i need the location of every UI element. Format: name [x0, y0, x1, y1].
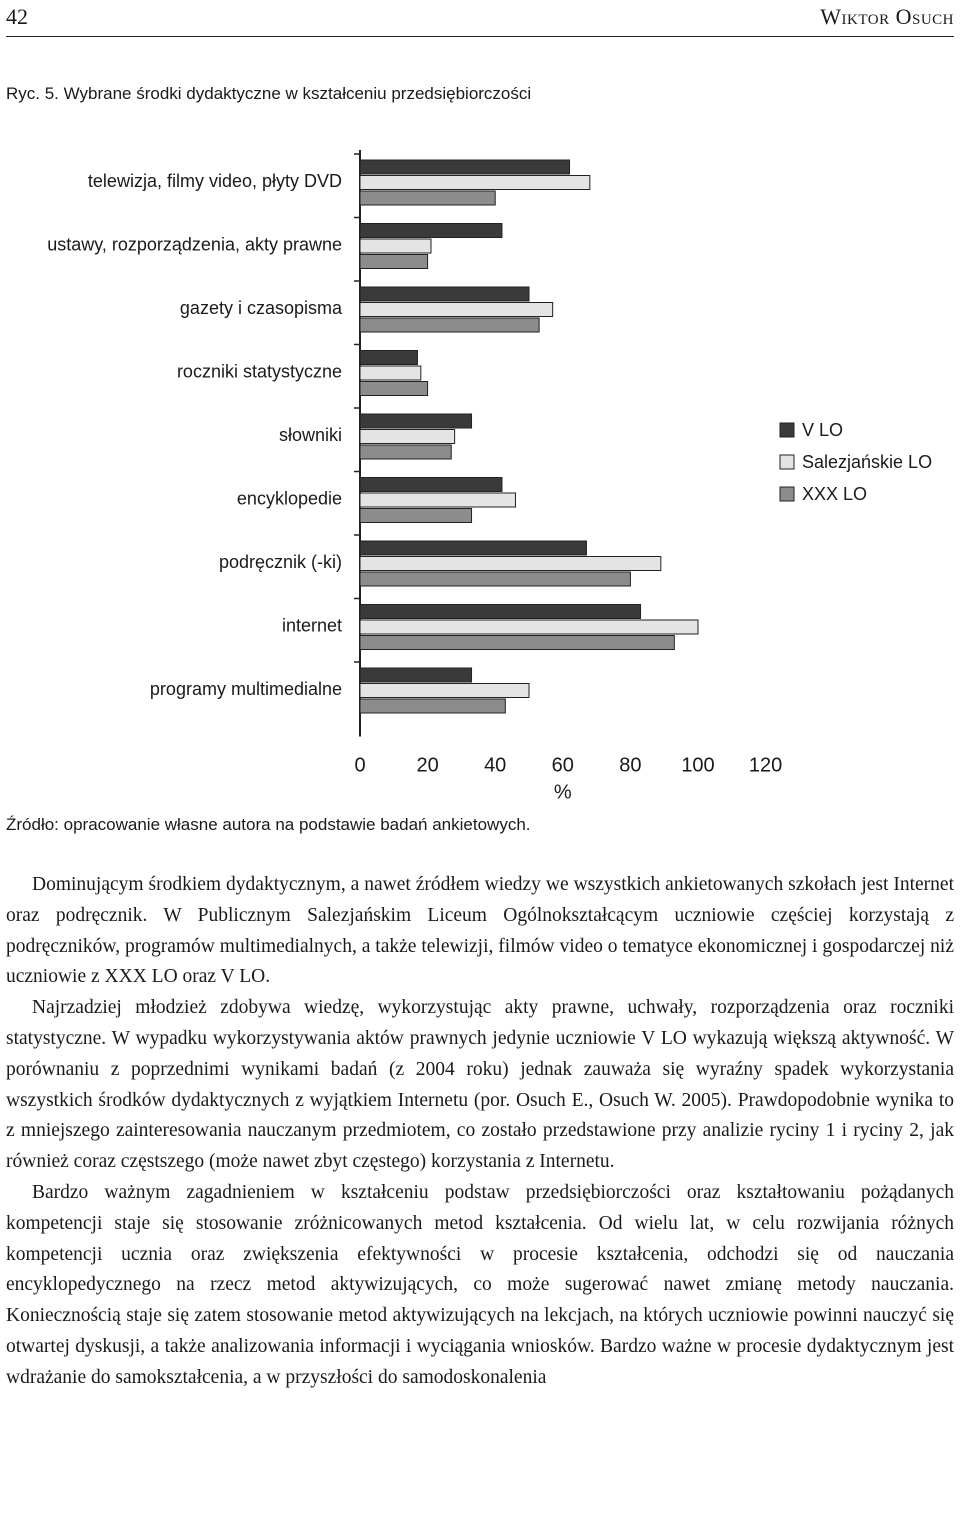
bar-chart	[0, 140, 960, 800]
paragraph: Najrzadziej młodzież zdobywa wiedzę, wykorzystując akty prawne, uchwały, rozporządzenia oraz roczniki statystyczne. W wypadku wykorzystywania aktów prawnych jedynie uczniowie V LO wykazują większą aktywność. W porównaniu z poprzednimi wynikami badań (z 2004 roku) jednak zauważa się wyraźny spadek wykorzystania wszystkich środków dydaktycznych z wyjątkiem Internetu (por. Osuch E., Osuch W. 2005). Prawdopodobnie wynika to z mniejszego zainteresowania nauczanym przedmiotem, co zostało przedstawione przy analizie ryciny 1 i ryciny 2, jak również coraz częstszego (może nawet zbyt częstego) korzystania z Internetu.	[6, 997, 954, 1173]
bar-salezjańskie-lo	[360, 366, 421, 380]
paragraph: Dominującym środkiem dydaktycznym, a nawet źródłem wiedzy we wszystkich ankietowanych szkołach jest Internet oraz podręcznik. W Publicznym Salezjańskim Liceum Ogólnokształcącym uczniowie częściej korzystają z podręczników, programów multimedialnych, a także telewizji, filmów video o tematyce ekonomicznej i gospodarczej niż uczniowie z XXX LO oraz V LO.	[6, 874, 954, 988]
category-label: ustawy, rozporządzenia, akty prawne	[47, 234, 342, 255]
x-tick-label: 100	[681, 754, 715, 777]
bar-xxx-lo	[360, 445, 451, 459]
category-label: gazety i czasopisma	[179, 298, 342, 318]
legend-label: XXX LO	[802, 484, 868, 504]
bar-v-lo	[360, 414, 472, 428]
bar-v-lo	[360, 478, 502, 492]
x-tick-label: 80	[619, 754, 642, 777]
bar-xxx-lo	[360, 509, 472, 523]
page-header	[6, 0, 954, 37]
bar-salezjańskie-lo	[360, 176, 590, 190]
category-label: słowniki	[278, 425, 342, 445]
x-tick-label: 20	[416, 754, 439, 777]
bar-xxx-lo	[360, 699, 505, 713]
bar-salezjańskie-lo	[360, 239, 431, 253]
category-label: telewizja, filmy video, płyty DVD	[87, 171, 342, 191]
category-label: programy multimedialne	[149, 679, 342, 699]
bar-v-lo	[360, 287, 529, 301]
body-text	[6, 870, 954, 1394]
category-label: roczniki statystyczne	[176, 361, 342, 382]
category-label: podręcznik (-ki)	[218, 552, 342, 572]
page-number: 42	[6, 4, 28, 29]
legend-label: V LO	[802, 420, 844, 440]
bar-salezjańskie-lo	[360, 557, 661, 571]
bar-xxx-lo	[360, 382, 428, 396]
paragraph: Bardzo ważnym zagadnieniem w kształceniu podstaw przedsiębiorczości oraz kształtowaniu pożądanych kompetencji staje się stosowanie zróżnicowanych metod kształcenia. Od wielu lat, w celu rozwijania różnych kompetencji ucznia oraz zwiększenia efektywności w procesie kształcenia, odchodzi się od nauczania encyklopedycznego na rzecz metod aktywizujących, co może sugerować nawet zmianę metody nauczania. Koniecznością staje się zatem stosowanie metod aktywizujących na lekcjach, na których uczniowie powinni nauczyć się otwartej dyskusji, a także analizowania informacji i wyciągania wniosków. Bardzo ważne w procesie dydaktycznym jest wdrażanie do samokształcenia, a w przyszłości do samodoskonalenia	[6, 1181, 954, 1388]
x-tick-label: 40	[484, 754, 507, 777]
bar-xxx-lo	[360, 318, 539, 332]
bar-xxx-lo	[360, 191, 495, 205]
legend-swatch	[780, 423, 794, 437]
bar-v-lo	[360, 160, 570, 174]
bar-salezjańskie-lo	[360, 493, 515, 507]
figure-source: Źródło: opracowanie własne autora na podstawie badań ankietowych.	[6, 815, 531, 834]
bar-v-lo	[360, 668, 472, 682]
bar-xxx-lo	[360, 572, 630, 586]
bar-xxx-lo	[360, 636, 674, 650]
legend-swatch	[780, 455, 794, 469]
figure-caption: Ryc. 5. Wybrane środki dydaktyczne w kształceniu przedsiębiorczości	[6, 84, 532, 103]
bar-salezjańskie-lo	[360, 684, 529, 698]
bar-v-lo	[360, 224, 502, 238]
bar-xxx-lo	[360, 255, 428, 269]
bar-salezjańskie-lo	[360, 620, 698, 634]
bar-v-lo	[360, 541, 586, 555]
category-label: internet	[281, 615, 342, 636]
legend-label: Salezjańskie LO	[802, 452, 933, 472]
bar-v-lo	[360, 605, 641, 619]
category-label: encyklopedie	[236, 488, 342, 509]
legend-swatch	[780, 487, 794, 501]
bar-salezjańskie-lo	[360, 303, 553, 317]
x-tick-label: 120	[748, 754, 783, 777]
x-tick-label: 60	[551, 754, 574, 777]
running-head-author: Wiktor Osuch	[820, 4, 954, 29]
bar-v-lo	[360, 351, 417, 365]
x-tick-label: 0	[354, 754, 366, 777]
x-axis-label: %	[553, 781, 572, 800]
bar-salezjańskie-lo	[360, 430, 455, 444]
